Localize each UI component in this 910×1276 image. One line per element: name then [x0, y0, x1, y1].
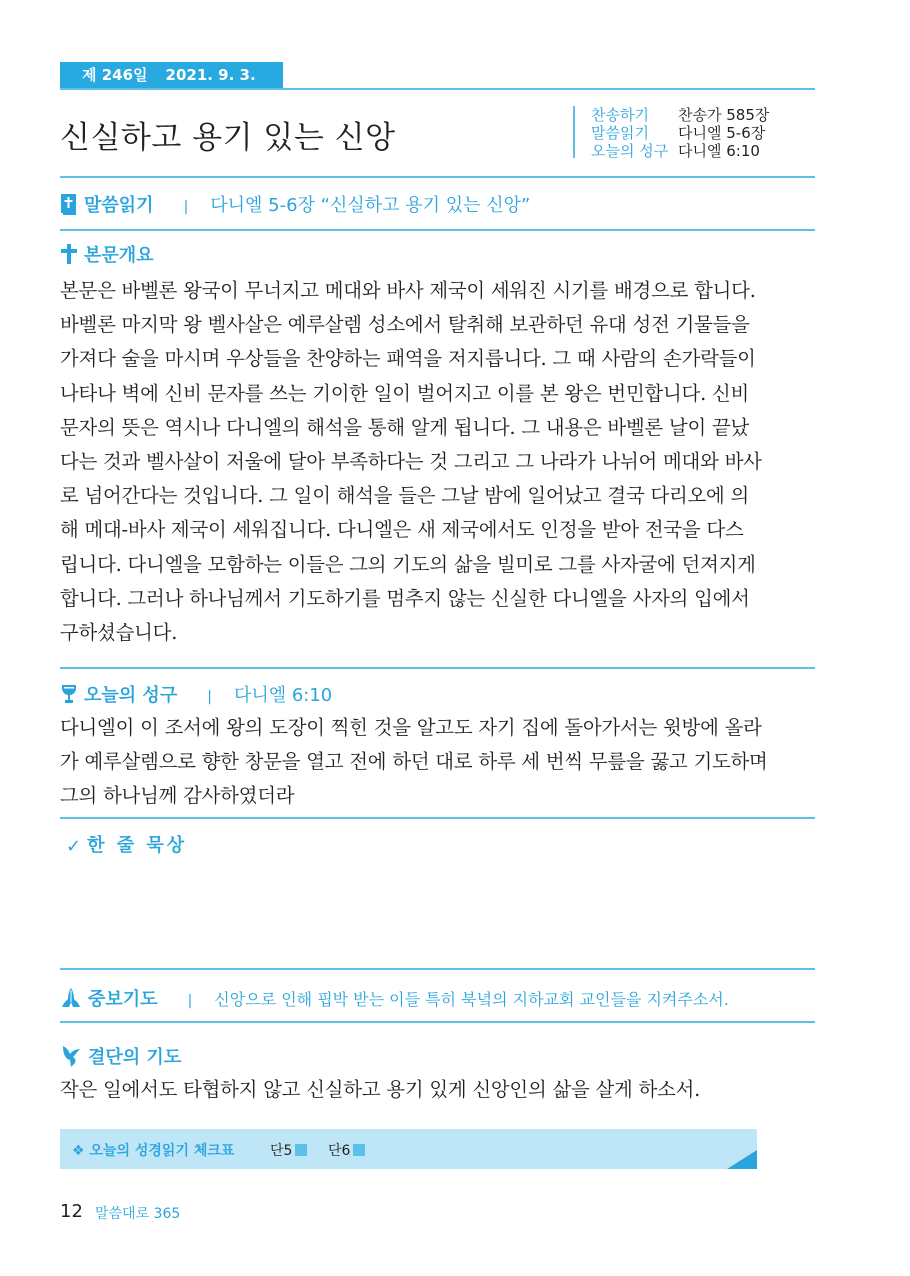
meditation-section-header [66, 831, 187, 857]
info-divider [573, 106, 575, 158]
chalice-icon [60, 683, 78, 710]
intercession-label: 중보기도 [88, 989, 158, 1010]
intercession-section-header: 중보기도 | 신앙으로 인해 핍박 받는 이들 특히 북녘의 지하교회 교인들을 지켜주소서. [60, 985, 729, 1014]
checkbox[interactable] [295, 1144, 307, 1156]
reading-label: 말씀읽기 [84, 195, 154, 216]
date: 2021. 9. 3. 금 [60, 66, 256, 110]
day-badge [60, 62, 283, 110]
info-value: 다니엘 5-6장 [678, 124, 766, 142]
text-line: 가져다 술을 마시며 우상들을 찬양하는 패역을 저지릅니다. 그 때 사람의 손가락들이 [60, 347, 756, 371]
checkmark-icon: ✓ [66, 835, 82, 857]
intercession-text: 신앙으로 인해 핍박 받는 이들 특히 북녘의 지하교회 교인들을 지켜주소서. [214, 990, 729, 1009]
summary-text [60, 274, 817, 650]
reading-section-header: 말씀읽기 | 다니엘 5-6장 “신실하고 용기 있는 신앙” [60, 191, 530, 220]
book-name: 말씀대로 365 [95, 1206, 181, 1222]
text-line: 바벨론 마지막 왕 벨사살은 예루살렘 성소에서 탈취해 보관하던 유대 성전 기물들을 [60, 313, 750, 337]
verse-section-header: 오늘의 성구 | 다니엘 6:10 [60, 681, 332, 710]
text-line: 해 메대-바사 제국이 세워집니다. 다니엘은 새 제국에서도 인정을 받아 전국을 다스 [60, 518, 744, 542]
info-key: 말씀읽기 [591, 124, 649, 142]
text-line: 로 넘어간다는 것입니다. 그 일이 해석을 들은 그날 밤에 일어났고 결국 다리오에 의 [60, 484, 750, 508]
verse-ref: 다니엘 6:10 [233, 685, 333, 706]
resolution-section-header [60, 1043, 181, 1073]
info-value: 다니엘 6:10 [678, 142, 760, 160]
text-line: 구하셨습니다. [60, 621, 178, 645]
page-title: 신실하고 용기 있는 신앙 [60, 120, 396, 156]
reading-text: 다니엘 5-6장 “신실하고 용기 있는 신앙” [210, 195, 531, 216]
resolution-label: 결단의 기도 [88, 1047, 182, 1068]
cross-icon [60, 243, 78, 270]
summary-label: 본문개요 [84, 245, 154, 266]
checklist-item[interactable]: 단6 [328, 1140, 365, 1160]
dove-icon [60, 1044, 82, 1073]
resolution-text: 작은 일에서도 타협하지 않고 신실하고 용기 있게 신앙인의 삶을 살게 하소서. [60, 1078, 701, 1101]
text-line: 다는 것과 벨사살이 저울에 달아 부족하다는 것 그리고 그 나라가 나뉘어 메대와 바사 [60, 450, 762, 474]
info-key: 오늘의 성구 [591, 142, 669, 160]
page-number: 12 [60, 1201, 83, 1222]
day-number: 제 246일 [82, 66, 148, 84]
diamond-icon: ❖ [72, 1143, 90, 1159]
text-line: 가 예루살렘으로 향한 창문을 열고 전에 하던 대로 하루 세 번씩 무릎을 꿇고 기도하며 [60, 750, 768, 774]
text-line: 문자의 뜻은 역시나 다니엘의 해석을 통해 알게 됩니다. 그 내용은 바벨론 날이 끝났 [60, 415, 750, 439]
info-reading [591, 124, 765, 142]
header-divider [60, 88, 815, 90]
info-verse [591, 142, 760, 160]
corner-triangle [727, 1150, 757, 1169]
checklist-label: ❖ 오늘의 성경읽기 체크표 [72, 1143, 235, 1159]
info-hymn [591, 106, 769, 124]
divider [60, 817, 815, 819]
divider [60, 968, 815, 970]
summary-section-header [60, 241, 154, 270]
checklist-item[interactable]: 단5 [270, 1140, 307, 1160]
checkbox[interactable] [353, 1144, 365, 1156]
praying-hands-icon [60, 987, 82, 1014]
text-line: 본문은 바벨론 왕국이 무너지고 메대와 바사 제국이 세워진 시기를 배경으로 합니다. [60, 279, 756, 302]
info-key: 찬송하기 [591, 106, 649, 124]
divider [60, 1021, 815, 1023]
meditation-label: 한 줄 묵상 [87, 835, 188, 856]
divider [60, 176, 815, 178]
info-value: 찬송가 585장 [678, 106, 770, 124]
verse-label: 오늘의 성구 [84, 685, 178, 706]
divider [60, 667, 815, 669]
text-line: 다니엘이 이 조서에 왕의 도장이 찍힌 것을 알고도 자기 집에 돌아가서는 윗방에 올라 [60, 716, 762, 739]
text-line: 나타나 벽에 신비 문자를 쓰는 기이한 일이 벌어지고 이를 본 왕은 번민합니다. 신비 [60, 381, 750, 405]
text-line: 립니다. 다니엘을 모함하는 이들은 그의 기도의 삶을 빌미로 그를 사자굴에 던져지게 [60, 552, 756, 576]
verse-text [60, 711, 817, 814]
reading-checklist [60, 1129, 757, 1169]
text-line: 합니다. 그러나 하나님께서 기도하기를 멈추지 않는 신실한 다니엘을 사자의 입에서 [60, 586, 750, 610]
text-line: 그의 하나님께 감사하였더라 [60, 784, 295, 808]
bible-icon [60, 193, 78, 220]
divider [60, 229, 815, 231]
